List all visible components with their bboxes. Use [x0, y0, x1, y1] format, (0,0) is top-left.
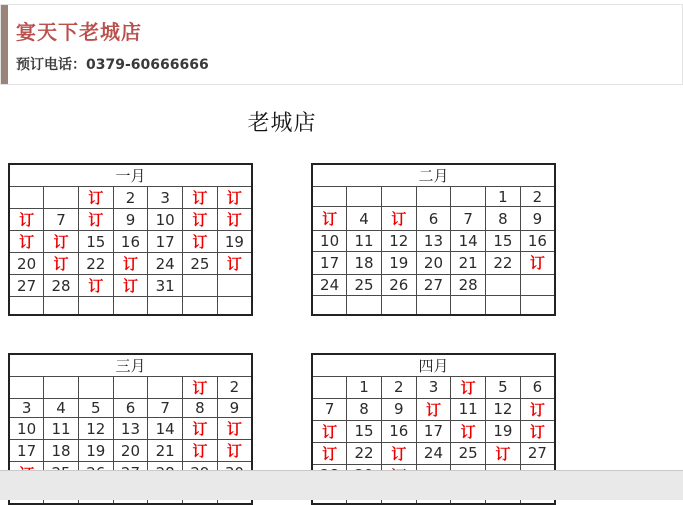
day-cell: 13 [416, 231, 451, 251]
calendar-week-row [9, 231, 252, 253]
calendar-week-row [9, 253, 252, 275]
booked-cell[interactable]: 订 [78, 209, 113, 231]
empty-cell [9, 297, 44, 315]
day-cell: 4 [44, 398, 79, 417]
day-cell: 10 [312, 231, 347, 251]
empty-cell [148, 376, 183, 398]
empty-cell [416, 295, 451, 314]
day-cell: 11 [44, 417, 79, 439]
booked-cell[interactable]: 订 [183, 187, 218, 209]
calendar-week-row [312, 376, 555, 398]
day-cell: 7 [148, 398, 183, 417]
booked-cell[interactable]: 订 [183, 376, 218, 398]
empty-cell [451, 187, 486, 207]
day-cell: 7 [312, 398, 347, 420]
day-cell: 3 [416, 376, 451, 398]
day-cell: 15 [78, 231, 113, 253]
booked-cell[interactable]: 订 [486, 442, 521, 464]
booked-cell[interactable]: 订 [217, 187, 252, 209]
calendar-table [311, 163, 556, 316]
booked-cell[interactable]: 订 [183, 231, 218, 253]
day-cell: 2 [381, 376, 416, 398]
calendar-week-row [312, 420, 555, 442]
day-cell: 24 [312, 275, 347, 295]
day-cell: 27 [9, 275, 44, 297]
booked-cell[interactable]: 订 [520, 398, 555, 420]
calendar-week-row [9, 275, 252, 297]
day-cell: 12 [381, 231, 416, 251]
empty-cell [183, 275, 218, 297]
day-cell: 2 [113, 187, 148, 209]
day-cell: 18 [44, 440, 79, 462]
day-cell: 10 [9, 417, 44, 439]
empty-cell [183, 297, 218, 315]
day-cell: 28 [451, 275, 486, 295]
day-cell: 25 [183, 253, 218, 275]
day-cell: 15 [347, 420, 382, 442]
calendar-week-row [312, 442, 555, 464]
empty-cell [44, 187, 79, 209]
booked-cell[interactable]: 订 [520, 420, 555, 442]
empty-cell [113, 297, 148, 315]
day-cell: 17 [416, 420, 451, 442]
store-header [0, 4, 683, 85]
day-cell: 16 [113, 231, 148, 253]
calendar-week-row [9, 417, 252, 439]
empty-cell [78, 297, 113, 315]
empty-cell [381, 187, 416, 207]
empty-cell [148, 297, 183, 315]
day-cell: 24 [416, 442, 451, 464]
booked-cell[interactable]: 订 [381, 207, 416, 231]
booked-cell[interactable]: 订 [44, 231, 79, 253]
booked-cell[interactable]: 订 [312, 207, 347, 231]
month-header: 二月 [312, 164, 555, 187]
booked-cell[interactable]: 订 [183, 209, 218, 231]
empty-cell [44, 297, 79, 315]
empty-cell [520, 295, 555, 314]
day-cell: 19 [217, 231, 252, 253]
empty-cell [312, 295, 347, 314]
day-cell: 11 [451, 398, 486, 420]
day-cell: 8 [347, 398, 382, 420]
calendar-week-row [312, 231, 555, 251]
empty-cell [520, 275, 555, 295]
day-cell: 21 [148, 440, 183, 462]
day-cell: 3 [148, 187, 183, 209]
calendar-week-row [312, 398, 555, 420]
accent-bar [1, 5, 8, 84]
empty-cell [347, 295, 382, 314]
day-cell: 25 [451, 442, 486, 464]
calendar-week-row [312, 187, 555, 207]
day-cell: 14 [148, 417, 183, 439]
booked-cell[interactable]: 订 [416, 398, 451, 420]
day-cell: 13 [113, 417, 148, 439]
day-cell: 22 [347, 442, 382, 464]
empty-cell [9, 376, 44, 398]
footer-band [0, 470, 683, 500]
day-cell: 22 [486, 251, 521, 275]
day-cell: 2 [520, 187, 555, 207]
day-cell: 1 [347, 376, 382, 398]
day-cell: 17 [148, 231, 183, 253]
empty-cell [217, 275, 252, 297]
day-cell: 5 [486, 376, 521, 398]
calendar-table [8, 163, 253, 316]
month-header: 三月 [9, 354, 252, 377]
day-cell: 9 [217, 398, 252, 417]
day-cell: 7 [44, 209, 79, 231]
day-cell: 20 [416, 251, 451, 275]
empty-cell [381, 295, 416, 314]
booked-cell[interactable]: 订 [113, 275, 148, 297]
booked-cell[interactable]: 订 [78, 275, 113, 297]
day-cell: 24 [148, 253, 183, 275]
day-cell: 16 [520, 231, 555, 251]
day-cell: 9 [381, 398, 416, 420]
day-cell: 10 [148, 209, 183, 231]
calendar-week-row [9, 440, 252, 462]
empty-cell [486, 295, 521, 314]
day-cell: 15 [486, 231, 521, 251]
day-cell: 1 [486, 187, 521, 207]
day-cell: 9 [520, 207, 555, 231]
day-cell: 16 [381, 420, 416, 442]
day-cell: 18 [347, 251, 382, 275]
day-cell: 22 [78, 253, 113, 275]
day-cell: 26 [381, 275, 416, 295]
calendar-grid [8, 163, 556, 505]
main-content [8, 85, 556, 505]
empty-cell [9, 187, 44, 209]
calendar-week-row [312, 251, 555, 275]
calendar-week-row [9, 376, 252, 398]
booked-cell[interactable]: 订 [217, 209, 252, 231]
booked-cell[interactable]: 订 [312, 420, 347, 442]
empty-cell [113, 376, 148, 398]
booked-cell[interactable]: 订 [9, 231, 44, 253]
empty-cell [486, 275, 521, 295]
day-cell: 14 [451, 231, 486, 251]
empty-cell [451, 295, 486, 314]
phone-number: 预订电话：0379-60666666 [16, 54, 209, 74]
booked-cell[interactable]: 订 [217, 440, 252, 462]
booked-cell[interactable]: 订 [183, 417, 218, 439]
booked-cell[interactable]: 订 [451, 420, 486, 442]
day-cell: 12 [486, 398, 521, 420]
calendar-week-row [9, 398, 252, 417]
day-cell: 12 [78, 417, 113, 439]
day-cell: 5 [78, 398, 113, 417]
day-cell: 21 [451, 251, 486, 275]
day-cell: 31 [148, 275, 183, 297]
day-cell: 19 [381, 251, 416, 275]
day-cell: 27 [520, 442, 555, 464]
booked-cell[interactable]: 订 [312, 442, 347, 464]
booked-cell[interactable]: 订 [217, 253, 252, 275]
month-header: 一月 [9, 164, 252, 187]
day-cell: 20 [9, 253, 44, 275]
calendar-week-row [9, 297, 252, 315]
booked-cell[interactable]: 订 [78, 187, 113, 209]
day-cell: 6 [113, 398, 148, 417]
day-cell: 2 [217, 376, 252, 398]
day-cell: 19 [78, 440, 113, 462]
calendar-week-row [9, 209, 252, 231]
booked-cell[interactable]: 订 [9, 209, 44, 231]
booked-cell[interactable]: 订 [113, 253, 148, 275]
day-cell: 8 [486, 207, 521, 231]
empty-cell [347, 187, 382, 207]
month-header: 四月 [312, 354, 555, 377]
booked-cell[interactable]: 订 [520, 251, 555, 275]
day-cell: 11 [347, 231, 382, 251]
booked-cell[interactable]: 订 [217, 417, 252, 439]
day-cell: 17 [9, 440, 44, 462]
day-cell: 3 [9, 398, 44, 417]
calendar-week-row [312, 295, 555, 314]
day-cell: 7 [451, 207, 486, 231]
empty-cell [416, 187, 451, 207]
empty-cell [217, 297, 252, 315]
day-cell: 19 [486, 420, 521, 442]
store-title: 宴天下老城店 [16, 16, 209, 45]
booked-cell[interactable]: 订 [44, 253, 79, 275]
calendar-week-row [312, 207, 555, 231]
day-cell: 8 [183, 398, 218, 417]
day-cell: 27 [416, 275, 451, 295]
day-cell: 4 [347, 207, 382, 231]
day-cell: 17 [312, 251, 347, 275]
booked-cell[interactable]: 订 [451, 376, 486, 398]
day-cell: 6 [520, 376, 555, 398]
header-text [8, 5, 209, 84]
empty-cell [312, 187, 347, 207]
empty-cell [44, 376, 79, 398]
empty-cell [312, 376, 347, 398]
calendar-week-row [9, 187, 252, 209]
calendar-week-row [312, 275, 555, 295]
day-cell: 6 [416, 207, 451, 231]
booked-cell[interactable]: 订 [381, 442, 416, 464]
empty-cell [78, 376, 113, 398]
day-cell: 28 [44, 275, 79, 297]
booked-cell[interactable]: 订 [183, 440, 218, 462]
day-cell: 9 [113, 209, 148, 231]
branch-title: 老城店 [8, 106, 556, 137]
day-cell: 25 [347, 275, 382, 295]
day-cell: 20 [113, 440, 148, 462]
